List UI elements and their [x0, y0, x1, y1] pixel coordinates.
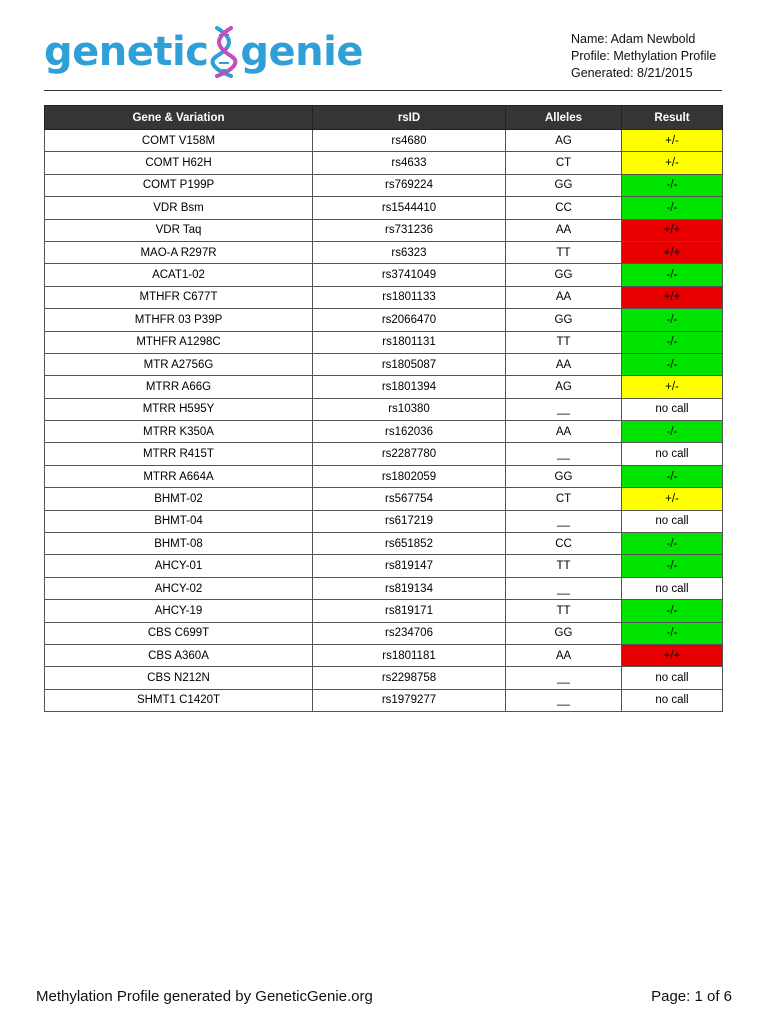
results-table — [44, 105, 723, 712]
cell-alleles: GG — [506, 174, 622, 196]
cell-rsid: rs819147 — [313, 555, 506, 577]
cell-alleles: AA — [506, 421, 622, 443]
logo-text-genetic: genetic — [44, 29, 209, 75]
cell-rsid: rs6323 — [313, 241, 506, 263]
cell-alleles: CC — [506, 197, 622, 219]
cell-gene: COMT H62H — [45, 152, 313, 174]
cell-rsid: rs1801133 — [313, 286, 506, 308]
cell-rsid: rs4633 — [313, 152, 506, 174]
table-row — [45, 667, 723, 689]
cell-rsid: rs162036 — [313, 421, 506, 443]
cell-result: +/+ — [622, 219, 723, 241]
cell-alleles: __ — [506, 398, 622, 420]
cell-rsid: rs2066470 — [313, 309, 506, 331]
table-row — [45, 353, 723, 375]
table-row — [45, 152, 723, 174]
cell-gene: MAO-A R297R — [45, 241, 313, 263]
cell-rsid: rs567754 — [313, 488, 506, 510]
table-row — [45, 421, 723, 443]
table-row — [45, 577, 723, 599]
table-row — [45, 488, 723, 510]
cell-result: -/- — [622, 264, 723, 286]
cell-alleles: AA — [506, 353, 622, 375]
table-row — [45, 644, 723, 666]
cell-alleles: __ — [506, 510, 622, 532]
cell-gene: MTHFR A1298C — [45, 331, 313, 353]
page-number: Page: 1 of 6 — [651, 988, 732, 1005]
header-alleles: Alleles — [506, 106, 622, 130]
cell-alleles: AG — [506, 376, 622, 398]
cell-gene: VDR Taq — [45, 219, 313, 241]
cell-alleles: TT — [506, 241, 622, 263]
table-row — [45, 376, 723, 398]
results-body — [45, 130, 723, 712]
page-header — [0, 0, 768, 96]
header-divider — [44, 90, 722, 91]
cell-result: -/- — [622, 533, 723, 555]
geneticgenie-logo — [44, 24, 363, 80]
cell-rsid: rs1801394 — [313, 376, 506, 398]
cell-alleles: TT — [506, 555, 622, 577]
cell-gene: VDR Bsm — [45, 197, 313, 219]
cell-gene: CBS C699T — [45, 622, 313, 644]
table-row — [45, 286, 723, 308]
cell-gene: BHMT-04 — [45, 510, 313, 532]
cell-gene: SHMT1 C1420T — [45, 689, 313, 711]
cell-result: +/+ — [622, 241, 723, 263]
cell-alleles: GG — [506, 264, 622, 286]
cell-gene: AHCY-02 — [45, 577, 313, 599]
cell-rsid: rs1801131 — [313, 331, 506, 353]
cell-result: +/- — [622, 130, 723, 152]
table-row — [45, 689, 723, 711]
table-row — [45, 533, 723, 555]
cell-gene: MTRR H595Y — [45, 398, 313, 420]
cell-alleles: AA — [506, 644, 622, 666]
cell-rsid: rs10380 — [313, 398, 506, 420]
cell-gene: CBS N212N — [45, 667, 313, 689]
table-row — [45, 622, 723, 644]
table-header-row — [45, 106, 723, 130]
table-row — [45, 331, 723, 353]
cell-rsid: rs731236 — [313, 219, 506, 241]
cell-gene: MTRR R415T — [45, 443, 313, 465]
cell-result: -/- — [622, 353, 723, 375]
cell-alleles: __ — [506, 667, 622, 689]
cell-gene: BHMT-02 — [45, 488, 313, 510]
cell-result: -/- — [622, 600, 723, 622]
cell-rsid: rs1801181 — [313, 644, 506, 666]
cell-rsid: rs819171 — [313, 600, 506, 622]
cell-alleles: __ — [506, 577, 622, 599]
table-row — [45, 309, 723, 331]
cell-alleles: AG — [506, 130, 622, 152]
cell-alleles: __ — [506, 689, 622, 711]
cell-rsid: rs2287780 — [313, 443, 506, 465]
cell-alleles: GG — [506, 309, 622, 331]
cell-alleles: AA — [506, 286, 622, 308]
cell-rsid: rs1802059 — [313, 465, 506, 487]
table-row — [45, 555, 723, 577]
cell-gene: AHCY-19 — [45, 600, 313, 622]
cell-gene: CBS A360A — [45, 644, 313, 666]
table-row — [45, 197, 723, 219]
cell-rsid: rs2298758 — [313, 667, 506, 689]
table-row — [45, 130, 723, 152]
cell-rsid: rs3741049 — [313, 264, 506, 286]
cell-gene: COMT P199P — [45, 174, 313, 196]
header-rsid: rsID — [313, 106, 506, 130]
cell-rsid: rs4680 — [313, 130, 506, 152]
header-result: Result — [622, 106, 723, 130]
cell-alleles: AA — [506, 219, 622, 241]
cell-gene: BHMT-08 — [45, 533, 313, 555]
meta-generated: Generated: 8/21/2015 — [571, 66, 693, 80]
cell-result: -/- — [622, 309, 723, 331]
cell-rsid: rs617219 — [313, 510, 506, 532]
table-row — [45, 398, 723, 420]
dna-helix-icon — [209, 26, 239, 78]
cell-rsid: rs1979277 — [313, 689, 506, 711]
cell-result: -/- — [622, 465, 723, 487]
cell-result: -/- — [622, 174, 723, 196]
cell-result: no call — [622, 398, 723, 420]
cell-result: +/+ — [622, 644, 723, 666]
table-row — [45, 264, 723, 286]
meta-profile: Profile: Methylation Profile — [571, 49, 717, 63]
cell-result: -/- — [622, 622, 723, 644]
cell-result: +/- — [622, 152, 723, 174]
cell-rsid: rs769224 — [313, 174, 506, 196]
cell-result: -/- — [622, 197, 723, 219]
cell-alleles: GG — [506, 622, 622, 644]
logo-text-genie: genie — [240, 29, 363, 75]
cell-alleles: CT — [506, 488, 622, 510]
cell-gene: MTRR A664A — [45, 465, 313, 487]
cell-alleles: GG — [506, 465, 622, 487]
cell-result: -/- — [622, 421, 723, 443]
cell-rsid: rs234706 — [313, 622, 506, 644]
cell-gene: MTRR K350A — [45, 421, 313, 443]
cell-gene: COMT V158M — [45, 130, 313, 152]
table-row — [45, 465, 723, 487]
cell-alleles: TT — [506, 331, 622, 353]
meta-name: Name: Adam Newbold — [571, 32, 696, 46]
cell-result: +/+ — [622, 286, 723, 308]
cell-gene: MTRR A66G — [45, 376, 313, 398]
cell-gene: AHCY-01 — [45, 555, 313, 577]
cell-result: no call — [622, 443, 723, 465]
header-gene-variation: Gene & Variation — [45, 106, 313, 130]
table-row — [45, 510, 723, 532]
cell-result: no call — [622, 510, 723, 532]
cell-rsid: rs1544410 — [313, 197, 506, 219]
cell-result: no call — [622, 689, 723, 711]
cell-gene: MTR A2756G — [45, 353, 313, 375]
cell-rsid: rs819134 — [313, 577, 506, 599]
cell-alleles: CT — [506, 152, 622, 174]
table-row — [45, 174, 723, 196]
cell-result: no call — [622, 667, 723, 689]
cell-alleles: TT — [506, 600, 622, 622]
cell-result: +/- — [622, 488, 723, 510]
table-row — [45, 241, 723, 263]
profile-meta — [571, 31, 716, 82]
cell-rsid: rs651852 — [313, 533, 506, 555]
table-row — [45, 443, 723, 465]
footer-note: Methylation Profile generated by GeneticGenie.org — [36, 988, 373, 1005]
cell-result: no call — [622, 577, 723, 599]
cell-alleles: CC — [506, 533, 622, 555]
cell-result: +/- — [622, 376, 723, 398]
cell-alleles: __ — [506, 443, 622, 465]
cell-result: -/- — [622, 331, 723, 353]
cell-result: -/- — [622, 555, 723, 577]
table-row — [45, 600, 723, 622]
cell-gene: MTHFR 03 P39P — [45, 309, 313, 331]
cell-gene: ACAT1-02 — [45, 264, 313, 286]
cell-rsid: rs1805087 — [313, 353, 506, 375]
table-row — [45, 219, 723, 241]
cell-gene: MTHFR C677T — [45, 286, 313, 308]
